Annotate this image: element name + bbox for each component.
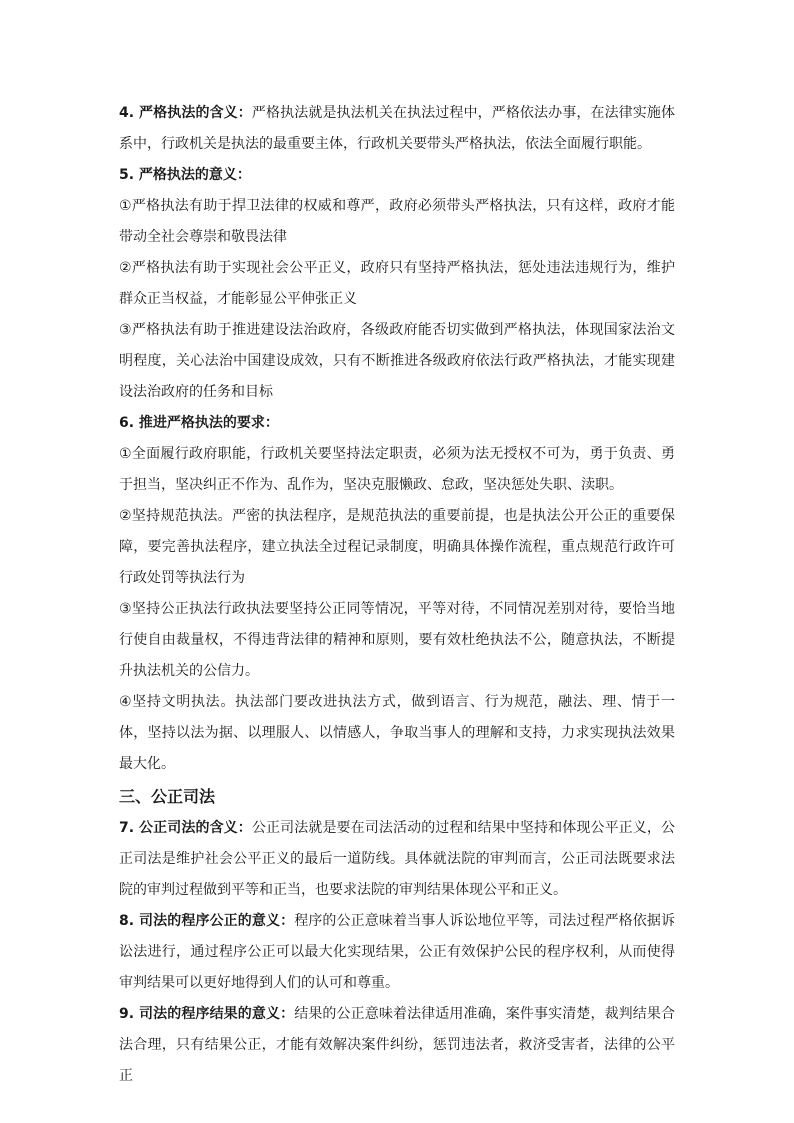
paragraph-4-body: 严格执法就是执法机关在执法过程中，严格依法办事，在法律实施体系中，行政机关是执法的最重要主体，行政机关要带头严格执法，依法全面履行职能。 bbox=[119, 105, 676, 152]
document-page bbox=[119, 98, 675, 1092]
list-item-5-3: ③严格执法有助于推进建设法治政府，各级政府能否切实做到严格执法，体现国家法治文明程度，关心法治中国建设成效，只有不断推进各级政府依法行政严格执法，才能实现建设法治政府的任务和目标 bbox=[119, 322, 675, 400]
list-item-6-1: ①全面履行政府职能，行政机关要坚持法定职责，必须为法无授权不可为，勇于负责、勇于担当，坚决纠正不作为、乱作为，坚决克服懒政、怠政，坚决惩处失职、渎职。 bbox=[119, 446, 675, 493]
paragraph-9-body: 结果的公正意味着法律适用准确，案件事实清楚，裁判结果合法合理，只有结果公正，才能有效解决案件纠纷，惩罚违法者，救济受害者，法律的公平正 bbox=[119, 1006, 675, 1084]
section-heading-3: 三、公正司法 bbox=[119, 787, 216, 806]
list-item-5-1: ①严格执法有助于捍卫法律的权威和尊严，政府必须带头严格执法，只有这样，政府才能带动全社会尊崇和敬畏法律 bbox=[119, 198, 675, 245]
list-item-5-2: ②严格执法有助于实现社会公平正义，政府只有坚持严格执法，惩处违法违规行为，维护群众正当权益，才能彰显公平伸张正义 bbox=[119, 260, 675, 307]
heading-5: 5. 严格执法的意义： bbox=[119, 167, 251, 183]
paragraph-8 bbox=[119, 906, 675, 999]
paragraph-4 bbox=[119, 98, 675, 160]
list-item-6-3: ③坚持公正执法行政执法要坚持公正同等情况，平等对待，不同情况差别对待，要恰当地行使自由裁量权，不得违背法律的精神和原则，要有效杜绝执法不公，随意执法，不断提升执法机关的公信力。 bbox=[119, 601, 675, 679]
paragraph-9-heading: 9. 司法的程序结果的意义： bbox=[119, 1006, 295, 1022]
list-item-6-2: ②坚持规范执法。严密的执法程序，是规范执法的重要前提，也是执法公开公正的重要保障，要完善执法程序，建立执法全过程记录制度，明确具体操作流程，重点规范行政许可行政处罚等执法行为 bbox=[119, 508, 675, 586]
paragraph-4-heading: 4. 严格执法的含义： bbox=[119, 105, 252, 121]
paragraph-8-body: 程序的公正意味着当事人诉讼地位平等，司法过程严格依据诉讼法进行，通过程序公正可以最大化实现结果，公正有效保护公民的程序权利，从而使得审判结果可以更好地得到人们的认可和尊重。 bbox=[119, 913, 675, 991]
paragraph-7 bbox=[119, 813, 675, 906]
list-item-6-4: ④坚持文明执法。执法部门要改进执法方式，做到语言、行为规范，融法、理、情于一体，坚持以法为据、以理服人、以情感人，争取当事人的理解和支持，力求实现执法效果最大化。 bbox=[119, 694, 675, 772]
paragraph-8-heading: 8. 司法的程序公正的意义： bbox=[119, 913, 295, 929]
heading-6: 6. 推进严格执法的要求： bbox=[119, 415, 279, 431]
paragraph-7-heading: 7. 公正司法的含义： bbox=[119, 820, 252, 836]
paragraph-7-body: 公正司法就是要在司法活动的过程和结果中坚持和体现公平正义，公正司法是维护社会公平正义的最后一道防线。具体就法院的审判而言，公正司法既要求法院的审判过程做到平等和正当，也要求法院的审判结果体现公平和正义。 bbox=[119, 820, 676, 898]
paragraph-9 bbox=[119, 999, 675, 1092]
